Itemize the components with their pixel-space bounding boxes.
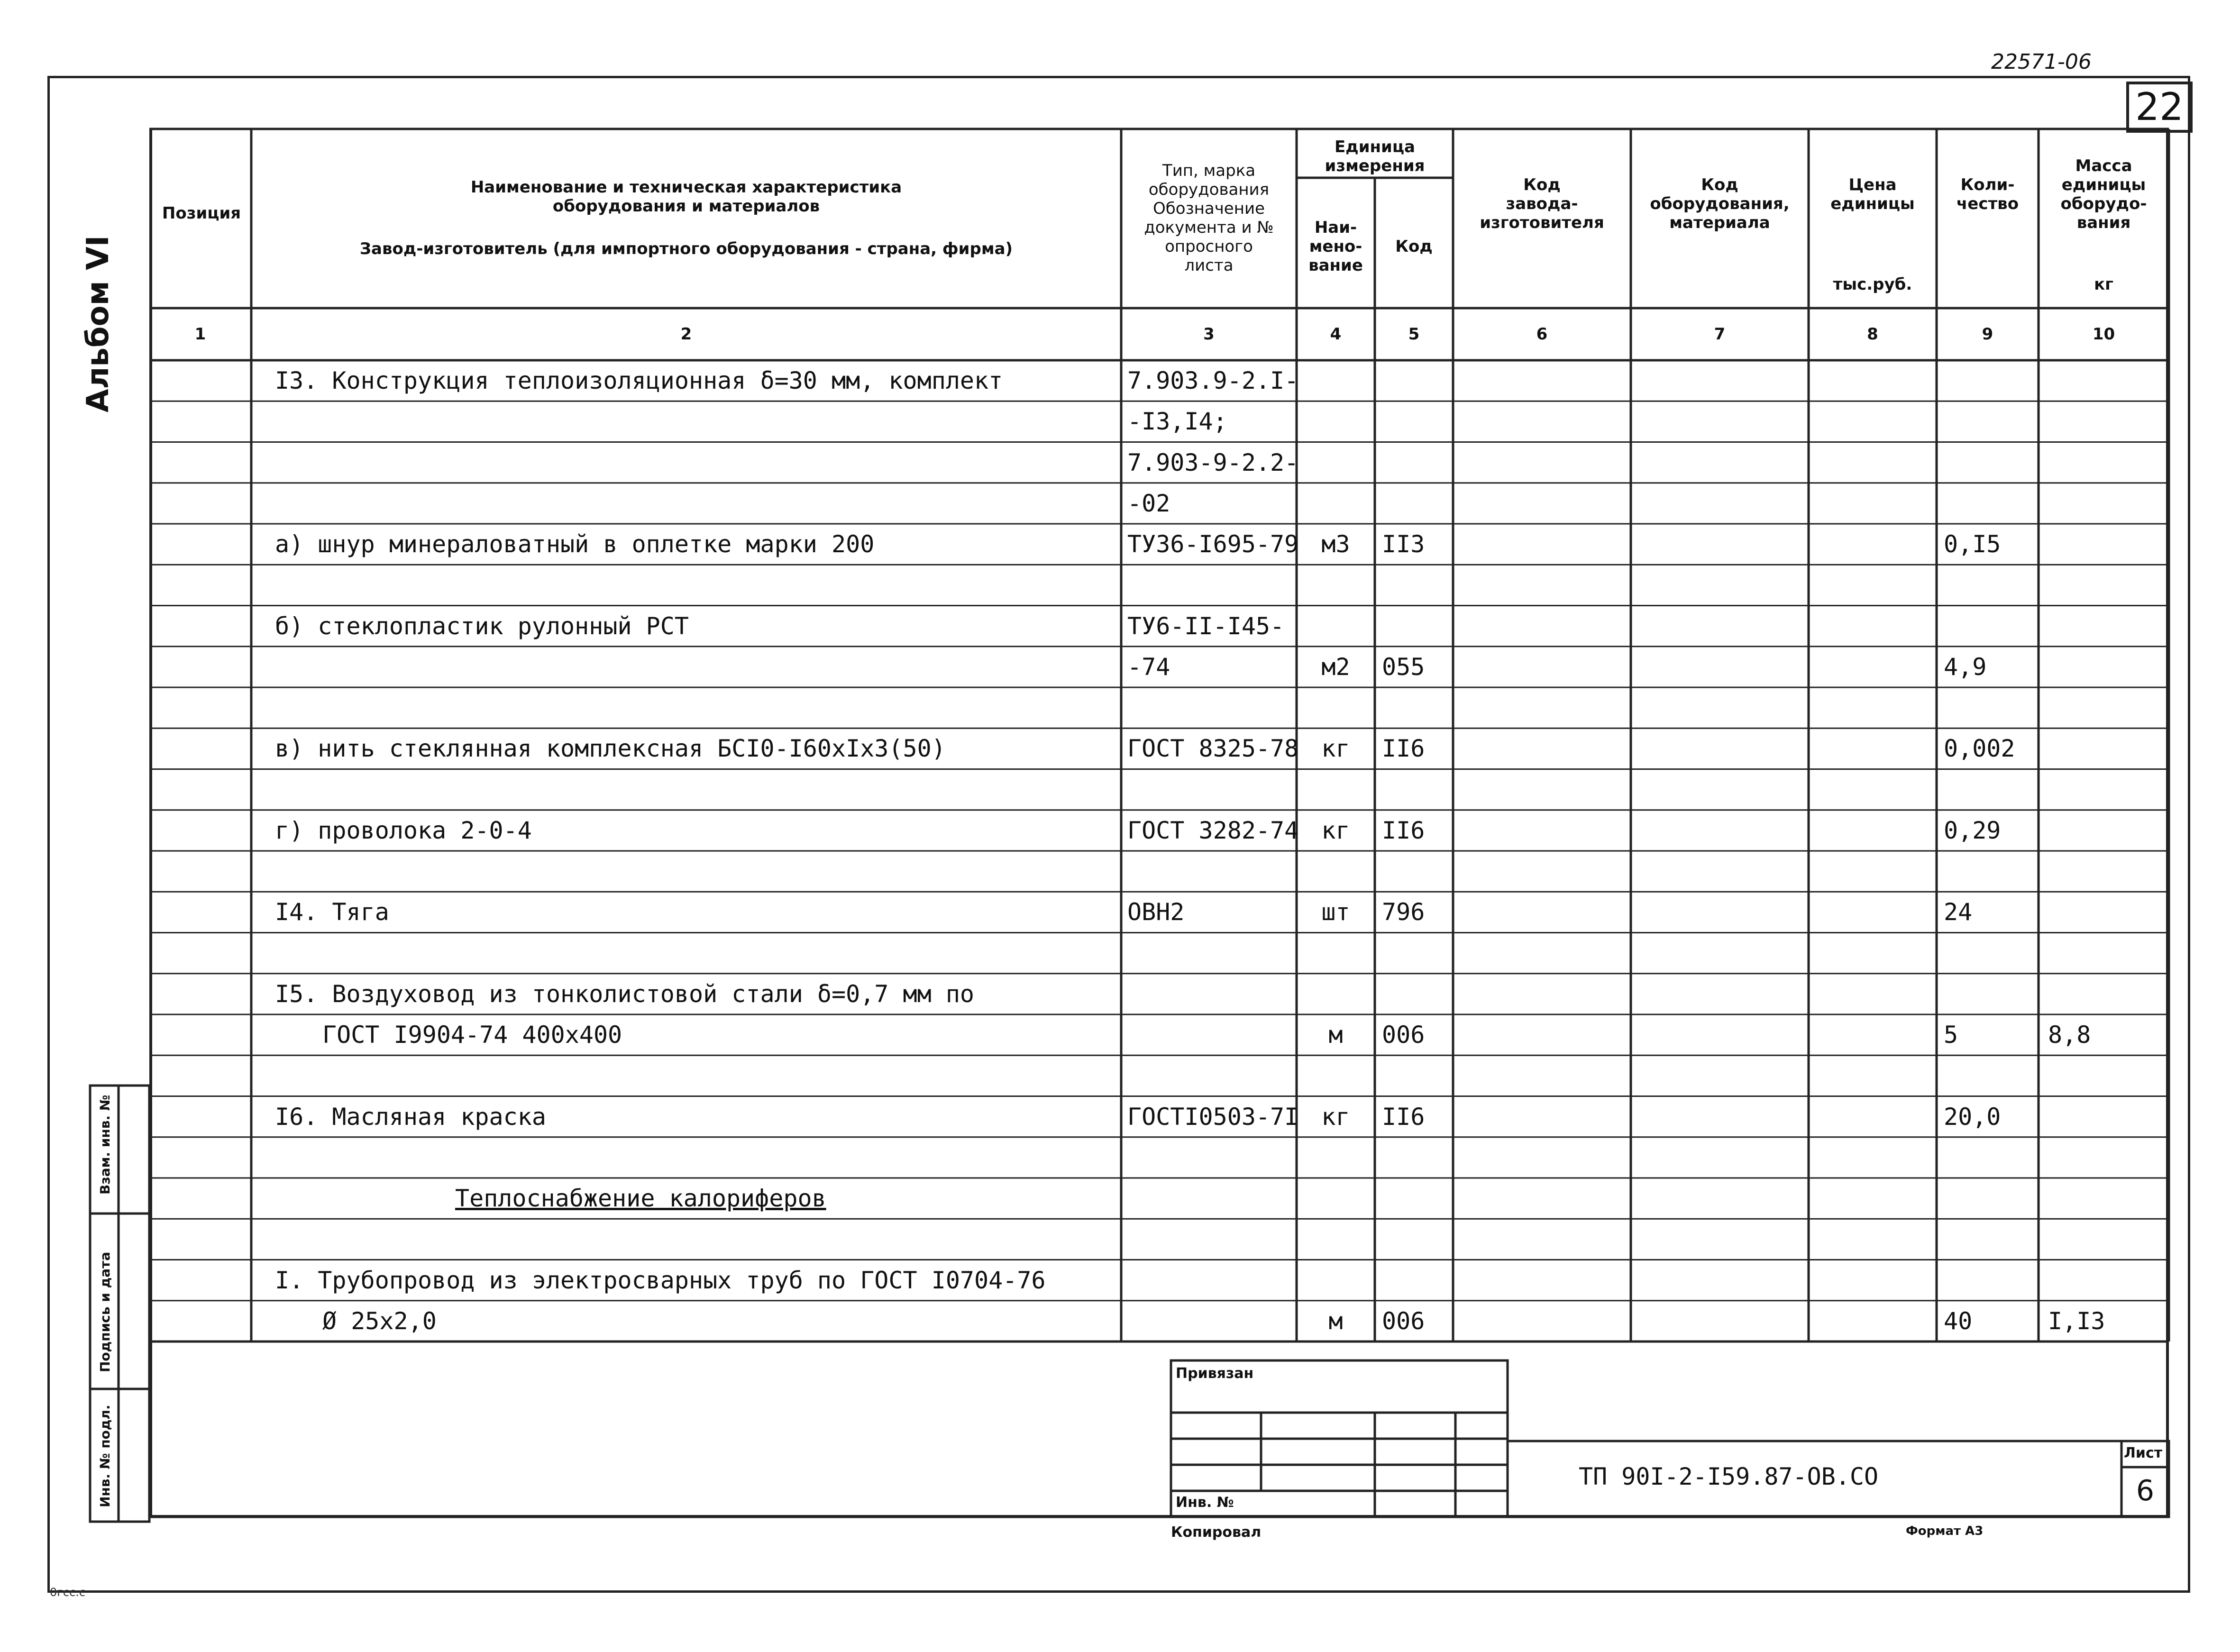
album-label: Альбом VI: [81, 235, 116, 412]
cell-unit: м3: [1321, 530, 1350, 558]
cell-qty: 40: [1944, 1307, 1973, 1335]
header-unit-code: Код: [1395, 237, 1433, 256]
header-equip-l2: оборудования,: [1650, 194, 1790, 213]
header-type-l1: Тип, марка: [1162, 161, 1256, 180]
header-factory-l3: изготовителя: [1480, 213, 1604, 232]
cell-type: 7.903.9-2.I-: [1127, 367, 1299, 395]
cell-code: 006: [1382, 1307, 1425, 1335]
cell-type: -02: [1127, 489, 1170, 517]
header-price-l1: Цена: [1848, 175, 1897, 194]
document-code: 22571-06: [1991, 50, 2092, 74]
header-type-l3: Обозначение: [1153, 199, 1265, 218]
cell-type: ТУ6-II-I45-: [1127, 612, 1285, 640]
col-number-1: 1: [194, 325, 206, 344]
cell-qty: 20,0: [1944, 1103, 2001, 1131]
header-qty-l2: чество: [1956, 194, 2019, 213]
header-type-l5: опросного: [1165, 237, 1253, 256]
cell-mass: 8,8: [2048, 1021, 2091, 1049]
stamp-signature-date: Подпись и дата: [97, 1251, 113, 1372]
cell-unit: шт: [1321, 898, 1350, 926]
sheet-value: 6: [2136, 1474, 2155, 1507]
cell-qty: 4,9: [1944, 653, 1987, 681]
header-name-line3: Завод-изготовитель (для импортного оборудования - страна, фирма): [359, 239, 1013, 258]
cell-code: 796: [1382, 898, 1425, 926]
cell-qty: 0,002: [1944, 735, 2015, 763]
cell-unit: кг: [1321, 1103, 1350, 1131]
col-number-5: 5: [1408, 325, 1420, 344]
cell-unit: м2: [1321, 653, 1350, 681]
col-number-7: 7: [1714, 325, 1726, 344]
attached-label: Привязан: [1176, 1365, 1254, 1382]
header-mass-block: [2041, 156, 2167, 232]
cell-type: 7.903-9-2.2-: [1127, 448, 1299, 476]
header-mass-unit: кг: [2094, 275, 2113, 294]
corner-mark: 0гсс.с: [50, 1586, 86, 1599]
header-factory-block: [1455, 175, 1628, 232]
header-factory-l2: завода-: [1506, 194, 1578, 213]
col-number-6: 6: [1536, 325, 1548, 344]
header-factory-l1: Код: [1523, 175, 1561, 194]
cell-type: ГОСТI0503-7I: [1127, 1103, 1299, 1131]
header-unit-name-block: [1299, 218, 1372, 275]
header-unit-name-l3: вание: [1308, 256, 1363, 275]
col-number-9: 9: [1982, 325, 1993, 344]
cell-unit: м: [1328, 1021, 1343, 1049]
cell-name: I6. Масляная краска: [275, 1103, 546, 1131]
col-number-4: 4: [1330, 325, 1342, 344]
cell-mass: I,I3: [2048, 1307, 2105, 1335]
cell-name: I4. Тяга: [275, 898, 389, 926]
header-mass-l2: единицы: [2061, 175, 2146, 194]
header-type-l2: оборудования: [1148, 180, 1270, 199]
cell-unit: кг: [1321, 735, 1350, 763]
cell-name: Ø 25х2,0: [322, 1307, 437, 1335]
header-equip-l3: материала: [1669, 213, 1770, 232]
sheet-label: Лист: [2124, 1445, 2163, 1461]
cell-unit: м: [1328, 1307, 1343, 1335]
col-number-3: 3: [1203, 325, 1215, 344]
cell-name: б) стеклопластик рулонный РСТ: [275, 612, 689, 640]
document-designation: ТП 90I-2-I59.87-ОВ.СО: [1579, 1463, 1879, 1490]
cell-type: ГОСТ 8325-78: [1127, 735, 1299, 763]
cell-name: I3. Конструкция теплоизоляционная δ=30 мм, комплект: [275, 367, 1003, 395]
cell-type: ОВН2: [1127, 898, 1185, 926]
cell-type: ТУ36-I695-79: [1127, 530, 1299, 558]
cell-type: -74: [1127, 653, 1170, 681]
format-label: Формат А3: [1906, 1524, 1984, 1538]
cell-name: а) шнур минераловатный в оплетке марки 200: [275, 530, 875, 558]
cell-qty: 0,I5: [1944, 530, 2001, 558]
header-mass-l1: Масса: [2075, 156, 2132, 175]
cell-name: I5. Воздуховод из тонколистовой стали δ=0,7 мм по: [275, 980, 975, 1008]
copied-label: Копировал: [1171, 1524, 1262, 1541]
cell-type: ГОСТ 3282-74: [1127, 816, 1299, 844]
cell-name: ГОСТ I9904-74 400х400: [322, 1021, 622, 1049]
sheet-number-box: 22: [2126, 82, 2193, 133]
cell-type: -I3,I4;: [1127, 408, 1227, 436]
header-unit-group: Единица измерения: [1325, 137, 1425, 175]
cell-qty: 24: [1944, 898, 1973, 926]
header-type-l6: листа: [1184, 256, 1234, 275]
cell-code: 055: [1382, 653, 1425, 681]
header-mass-l3: оборудо-: [2060, 194, 2147, 213]
stamp-replaced-inv: Взам. инв. №: [97, 1095, 113, 1195]
inventory-label: Инв. №: [1176, 1494, 1234, 1511]
header-name-line2: оборудования и материалов: [552, 197, 820, 216]
col-number-8: 8: [1867, 325, 1878, 344]
header-name-line1: Наименование и техническая характеристика: [470, 178, 902, 197]
stamp-original-inv: Инв. № подл.: [97, 1405, 113, 1507]
header-qty-block: [1939, 175, 2036, 213]
cell-qty: 5: [1944, 1021, 1958, 1049]
col-number-2: 2: [680, 325, 692, 344]
header-type-block: [1124, 161, 1294, 275]
header-unit-name-l2: мено-: [1309, 237, 1362, 256]
cell-code: 006: [1382, 1021, 1425, 1049]
header-mass-l4: вания: [2076, 213, 2131, 232]
header-position: Позиция: [162, 204, 241, 223]
cell-code: II6: [1382, 735, 1425, 763]
cell-name: в) нить стеклянная комплексная БСI0-I60хIх3(50): [275, 735, 946, 763]
header-price-unit: тыс.руб.: [1833, 275, 1912, 294]
col-number-10: 10: [2092, 325, 2115, 344]
header-equip-l1: Код: [1701, 175, 1738, 194]
header-qty-l1: Коли-: [1960, 175, 2015, 194]
header-type-l4: документа и №: [1144, 218, 1274, 237]
cell-name: I. Трубопровод из электросварных труб по ГОСТ I0704-76: [275, 1266, 1046, 1294]
cell-qty: 0,29: [1944, 816, 2001, 844]
header-price-block: [1811, 175, 1934, 213]
cell-code: II6: [1382, 816, 1425, 844]
header-unit-name-l1: Наи-: [1314, 218, 1357, 237]
header-price-l2: единицы: [1830, 194, 1915, 213]
cell-code: II6: [1382, 1103, 1425, 1131]
cell-code: II3: [1382, 530, 1425, 558]
cell-name: г) проволока 2-0-4: [275, 816, 532, 844]
cell-unit: кг: [1321, 816, 1350, 844]
header-equip-block: [1633, 175, 1806, 232]
cell-name: Теплоснабжение калориферов: [455, 1185, 826, 1213]
